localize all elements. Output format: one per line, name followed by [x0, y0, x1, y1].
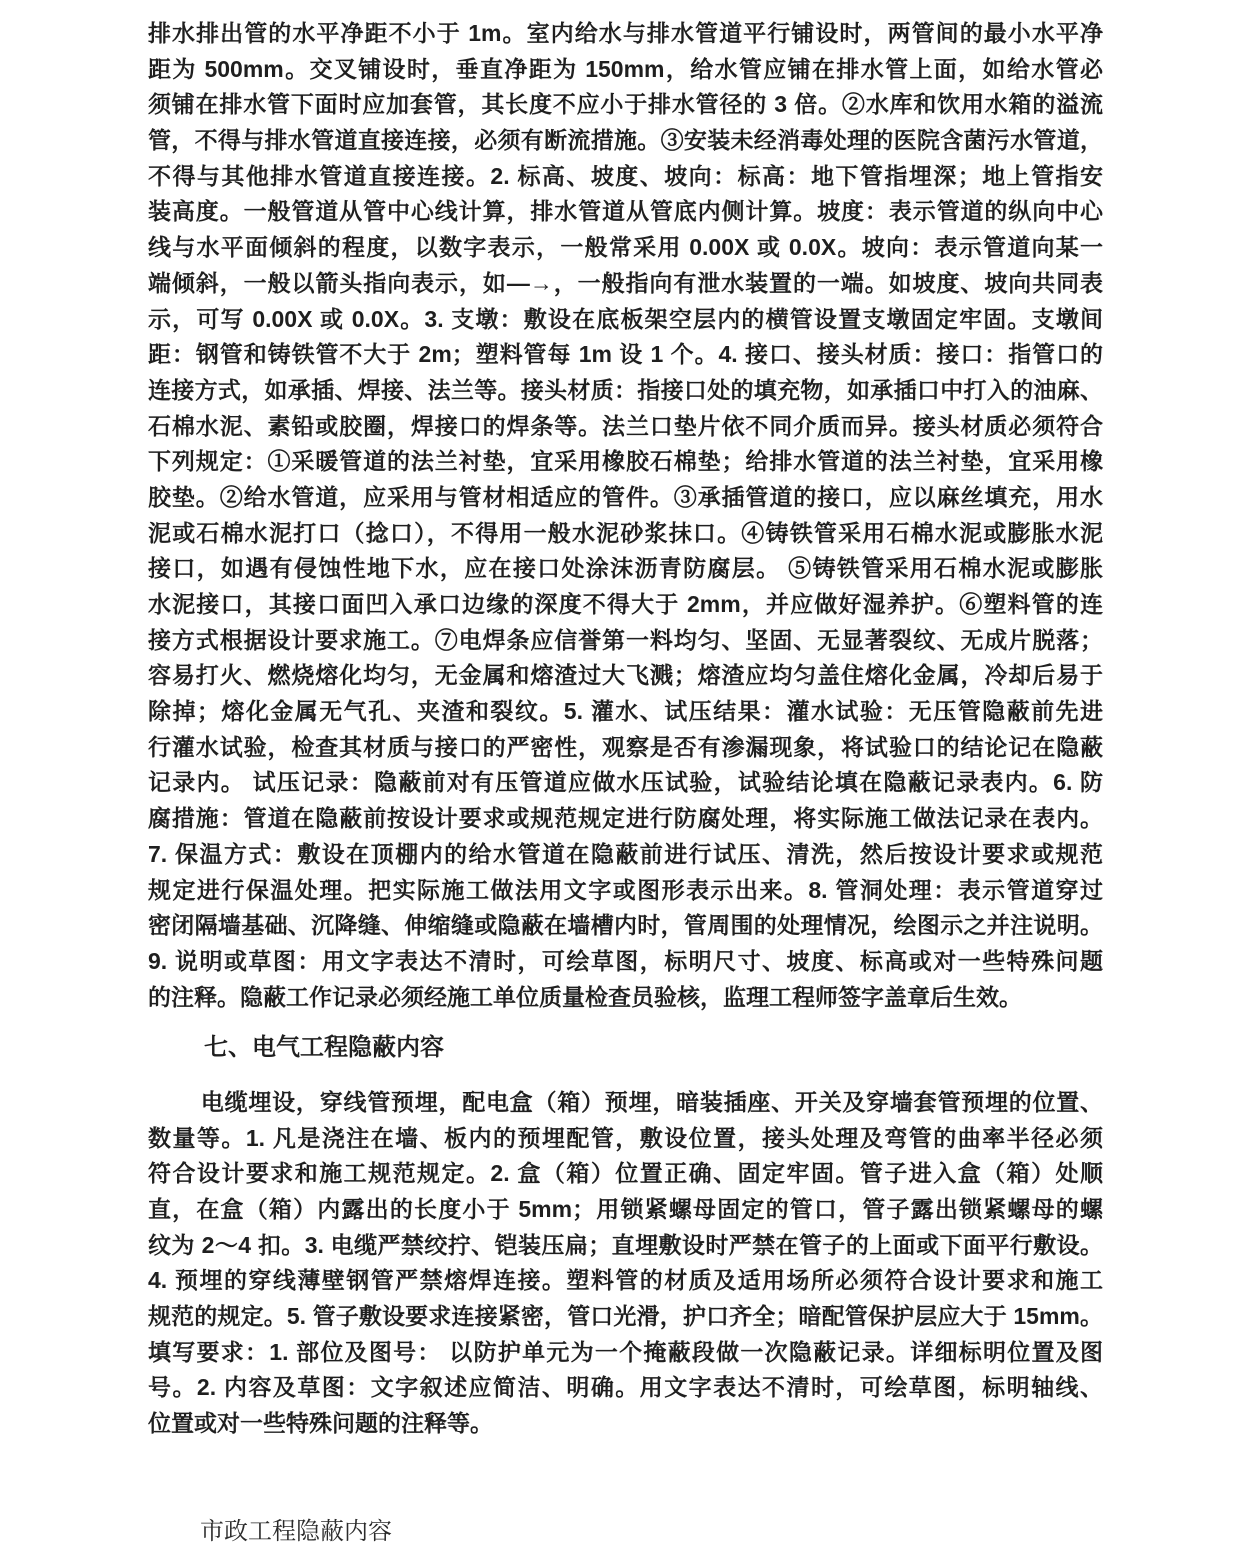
text-line: 接口，如遇有侵蚀性地下水，应在接口处涂沫沥青防腐层。 ⑤铸铁管采用石棉水泥或膨胀 — [148, 555, 1103, 582]
text-line: 的注释。隐蔽工作记录必须经施工单位质量检查员验核，监理工程师签字盖章后生效。 — [148, 983, 1022, 1010]
text-line: 电缆埋设，穿线管预埋，配电盒（箱）预埋，暗装插座、开关及穿墙套管预埋的位置、 — [200, 1088, 1103, 1115]
paragraph-plumbing-concealment-notes — [148, 16, 1103, 1015]
text-line: 装高度。一般管道从管中心线计算，排水管道从管底内侧计算。坡度：表示管道的纵向中心 — [148, 198, 1103, 225]
text-line: 记录内。 试压记录：隐蔽前对有压管道应做水压试验，试验结论填在隐蔽记录表内。6. 防 — [148, 769, 1103, 796]
text-line: 下列规定：①采暖管道的法兰衬垫，宜采用橡胶石棉垫；给排水管道的法兰衬垫，宜采用橡 — [148, 448, 1103, 475]
text-line: 密闭隔墙基础、沉降缝、伸缩缝或隐蔽在墙槽内时，管周围的处理情况，绘图示之并注说明。 — [148, 912, 1103, 939]
text-line: 4. 预埋的穿线薄壁钢管严禁熔焊连接。塑料管的材质及适用场所必须符合设计要求和施工 — [148, 1267, 1103, 1294]
text-line: 线与水平面倾斜的程度，以数字表示，一般常采用 0.00X 或 0.0X。坡向：表示管道向某一 — [148, 234, 1103, 261]
text-line: 泥或石棉水泥打口（捻口），不得用一般水泥砂浆抹口。④铸铁管采用石棉水泥或膨胀水泥 — [148, 519, 1103, 546]
document-content — [148, 16, 1103, 1550]
text-line: 符合设计要求和施工规范规定。2. 盒（箱）位置正确、固定牢固。管子进入盒（箱）处顺 — [148, 1160, 1103, 1187]
text-line: 9. 说明或草图：用文字表达不清时，可绘草图，标明尺寸、坡度、标高或对一些特殊问题 — [148, 947, 1103, 974]
text-line: 接方式根据设计要求施工。⑦电焊条应信誉第一料均匀、坚固、无显著裂纹、无成片脱落； — [148, 626, 1103, 653]
text-line: 示，可写 0.00X 或 0.0X。3. 支墩：敷设在底板架空层内的横管设置支墩固定牢固。支墩间 — [148, 305, 1103, 332]
paragraph-electrical-concealment-notes — [148, 1085, 1103, 1442]
text-line: 规定进行保温处理。把实际施工做法用文字或图形表示出来。8. 管洞处理：表示管道穿过 — [148, 876, 1103, 903]
section-heading-municipal-works: 市政工程隐蔽内容 — [200, 1517, 392, 1545]
text-line: 容易打火、燃烧熔化均匀，无金属和熔渣过大飞溅；熔渣应均匀盖住熔化金属，冷却后易于 — [148, 662, 1103, 689]
text-line: 石棉水泥、素铅或胶圈，焊接口的焊条等。法兰口垫片依不同介质而异。接头材质必须符合 — [148, 412, 1103, 439]
text-line: 胶垫。②给水管道，应采用与管材相适应的管件。③承插管道的接口，应以麻丝填充，用水 — [148, 483, 1103, 510]
text-line: 除掉；熔化金属无气孔、夹渣和裂纹。5. 灌水、试压结果：灌水试验：无压管隐蔽前先进 — [148, 698, 1103, 725]
text-line: 腐措施：管道在隐蔽前按设计要求或规范规定进行防腐处理，将实际施工做法记录在表内。 — [148, 805, 1103, 832]
text-line: 行灌水试验，检查其材质与接口的严密性，观察是否有渗漏现象，将试验口的结论记在隐蔽 — [148, 733, 1103, 760]
text-line: 不得与其他排水管道直接连接。2. 标高、坡度、坡向：标高：地下管指埋深；地上管指安 — [148, 162, 1103, 189]
text-line: 号。2. 内容及草图：文字叙述应简洁、明确。用文字表达不清时，可绘草图，标明轴线、 — [148, 1374, 1103, 1401]
text-line: 水泥接口，其接口面凹入承口边缘的深度不得大于 2mm，并应做好湿养护。⑥塑料管的连 — [148, 591, 1103, 617]
text-line: 须铺在排水管下面时应加套管，其长度不应小于排水管径的 3 倍。②水库和饮用水箱的溢流 — [148, 91, 1103, 118]
text-line: 距：钢管和铸铁管不大于 2m；塑料管每 1m 设 1 个。4. 接口、接头材质：接口：指管口的 — [148, 341, 1103, 368]
text-line: 管，不得与排水管道直接连接，必须有断流措施。③安装未经消毒处理的医院含菌污水管道， — [148, 127, 1103, 154]
text-line: 7. 保温方式：敷设在顶棚内的给水管道在隐蔽前进行试压、清洗，然后按设计要求或规范 — [148, 840, 1103, 867]
text-line: 直，在盒（箱）内露出的长度小于 5mm；用锁紧螺母固定的管口，管子露出锁紧螺母的螺 — [148, 1196, 1103, 1223]
text-line: 距为 500mm。交叉铺设时，垂直净距为 150mm，给水管应铺在排水管上面，如给水管必 — [148, 55, 1103, 82]
text-line: 填写要求：1. 部位及图号： 以防护单元为一个掩蔽段做一次隐蔽记录。详细标明位置及图 — [148, 1338, 1103, 1365]
text-line: 连接方式，如承插、焊接、法兰等。接头材质：指接口处的填充物，如承插口中打入的油麻、 — [148, 376, 1103, 403]
section-heading-electrical-works: 七、电气工程隐蔽内容 — [204, 1034, 444, 1062]
text-line: 纹为 2～4 扣。3. 电缆严禁绞拧、铠装压扁；直埋敷设时严禁在管子的上面或下面平行敷设。 — [148, 1231, 1103, 1258]
text-line: 规范的规定。5. 管子敷设要求连接紧密，管口光滑，护口齐全；暗配管保护层应大于 15mm。 — [148, 1303, 1103, 1330]
text-line: 位置或对一些特殊问题的注释等。 — [148, 1410, 493, 1437]
text-line: 端倾斜，一般以箭头指向表示，如—→，一般指向有泄水装置的一端。如坡度、坡向共同表 — [148, 269, 1103, 296]
text-line: 排水排出管的水平净距不小于 1m。室内给水与排水管道平行铺设时，两管间的最小水平净 — [148, 20, 1103, 46]
text-line: 数量等。1. 凡是浇注在墙、板内的预埋配管，敷设位置，接头处理及弯管的曲率半径必须 — [148, 1124, 1103, 1151]
